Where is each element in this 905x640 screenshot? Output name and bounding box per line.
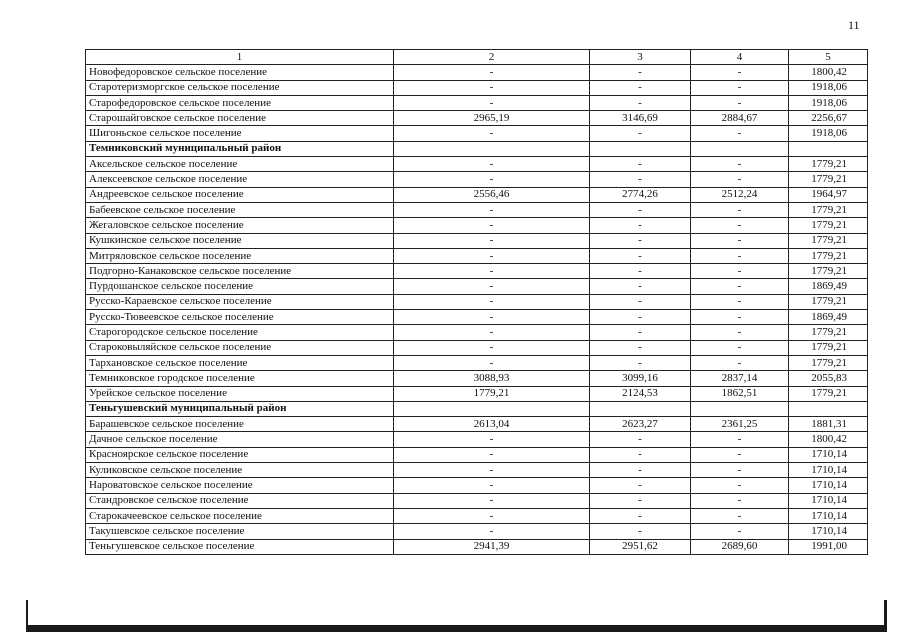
- value-cell-col3: 3146,69: [590, 111, 691, 126]
- settlement-name-cell: Бабеевское сельское поселение: [86, 202, 394, 217]
- table-row: [86, 310, 868, 325]
- value-cell-col2: -: [394, 157, 590, 172]
- value-cell-col4: [691, 141, 789, 156]
- settlement-name-cell: Тархановское сельское поселение: [86, 355, 394, 370]
- column-header: 3: [590, 50, 691, 65]
- value-cell-col3: -: [590, 65, 691, 80]
- settlement-name-cell: Старотеризморгское сельское поселение: [86, 80, 394, 95]
- scan-border-bottom: [26, 625, 886, 632]
- value-cell-col2: -: [394, 80, 590, 95]
- value-cell-col5: 1779,21: [789, 172, 868, 187]
- value-cell-col2: -: [394, 432, 590, 447]
- column-header: 2: [394, 50, 590, 65]
- table-row: [86, 294, 868, 309]
- value-cell-col2: -: [394, 95, 590, 110]
- value-cell-col4: 2837,14: [691, 371, 789, 386]
- value-cell-col4: -: [691, 310, 789, 325]
- value-cell-col2: -: [394, 202, 590, 217]
- value-cell-col5: 1779,21: [789, 157, 868, 172]
- column-header: 4: [691, 50, 789, 65]
- table-row: [86, 187, 868, 202]
- value-cell-col5: 1779,21: [789, 294, 868, 309]
- settlement-name-cell: Теньгушевское сельское поселение: [86, 539, 394, 554]
- value-cell-col4: -: [691, 264, 789, 279]
- settlement-name-cell: Старокачеевское сельское поселение: [86, 508, 394, 523]
- value-cell-col4: -: [691, 508, 789, 523]
- table-body: [86, 50, 868, 555]
- value-cell-col2: -: [394, 463, 590, 478]
- settlement-name-cell: Русско-Тювеевское сельское поселение: [86, 310, 394, 325]
- settlement-name-cell: Старогородское сельское поселение: [86, 325, 394, 340]
- value-cell-col4: -: [691, 202, 789, 217]
- value-cell-col2: -: [394, 264, 590, 279]
- table-row: [86, 371, 868, 386]
- value-cell-col5: 1779,21: [789, 248, 868, 263]
- value-cell-col4: -: [691, 80, 789, 95]
- column-header: 5: [789, 50, 868, 65]
- settlement-name-cell: Кушкинское сельское поселение: [86, 233, 394, 248]
- value-cell-col5: [789, 141, 868, 156]
- value-cell-col2: -: [394, 233, 590, 248]
- table-row: [86, 172, 868, 187]
- settlement-name-cell: Новофедоровское сельское поселение: [86, 65, 394, 80]
- value-cell-col5: 1779,21: [789, 233, 868, 248]
- table-row: [86, 218, 868, 233]
- value-cell-col3: -: [590, 310, 691, 325]
- settlement-name-cell: Митряловское сельское поселение: [86, 248, 394, 263]
- value-cell-col2: -: [394, 340, 590, 355]
- value-cell-col3: -: [590, 202, 691, 217]
- value-cell-col5: 1710,14: [789, 463, 868, 478]
- value-cell-col5: 1800,42: [789, 432, 868, 447]
- table-row: [86, 126, 868, 141]
- value-cell-col2: 2556,46: [394, 187, 590, 202]
- scan-border-left: [26, 600, 28, 630]
- value-cell-col5: 1779,21: [789, 386, 868, 401]
- settlement-name-cell: Староковыляйское сельское поселение: [86, 340, 394, 355]
- value-cell-col2: [394, 141, 590, 156]
- table-row: [86, 248, 868, 263]
- value-cell-col5: 1710,14: [789, 493, 868, 508]
- settlement-name-cell: Теньгушевский муниципальный район: [86, 401, 394, 416]
- table-row: [86, 355, 868, 370]
- value-cell-col5: 1800,42: [789, 65, 868, 80]
- value-cell-col2: -: [394, 248, 590, 263]
- value-cell-col3: -: [590, 493, 691, 508]
- value-cell-col3: -: [590, 463, 691, 478]
- value-cell-col2: -: [394, 218, 590, 233]
- table-row: [86, 524, 868, 539]
- value-cell-col3: 2124,53: [590, 386, 691, 401]
- value-cell-col4: [691, 401, 789, 416]
- value-cell-col4: -: [691, 172, 789, 187]
- value-cell-col4: -: [691, 157, 789, 172]
- value-cell-col4: -: [691, 325, 789, 340]
- value-cell-col5: 1881,31: [789, 417, 868, 432]
- value-cell-col3: -: [590, 294, 691, 309]
- table-row: [86, 202, 868, 217]
- table-row: [86, 233, 868, 248]
- settlement-name-cell: Темниковское городское поселение: [86, 371, 394, 386]
- value-cell-col2: -: [394, 325, 590, 340]
- value-cell-col3: 2951,62: [590, 539, 691, 554]
- value-cell-col3: -: [590, 508, 691, 523]
- value-cell-col4: -: [691, 478, 789, 493]
- value-cell-col3: -: [590, 325, 691, 340]
- value-cell-col4: -: [691, 279, 789, 294]
- table-row: [86, 80, 868, 95]
- table-row: [86, 478, 868, 493]
- value-cell-col5: 1779,21: [789, 218, 868, 233]
- value-cell-col5: 1869,49: [789, 279, 868, 294]
- settlement-name-cell: Подгорно-Канаковское сельское поселение: [86, 264, 394, 279]
- value-cell-col3: -: [590, 218, 691, 233]
- value-cell-col2: -: [394, 172, 590, 187]
- value-cell-col4: -: [691, 248, 789, 263]
- value-cell-col3: -: [590, 279, 691, 294]
- value-cell-col2: 3088,93: [394, 371, 590, 386]
- value-cell-col3: -: [590, 248, 691, 263]
- settlement-name-cell: Темниковский муниципальный район: [86, 141, 394, 156]
- settlement-name-cell: Барашевское сельское поселение: [86, 417, 394, 432]
- value-cell-col5: 1779,21: [789, 355, 868, 370]
- settlement-name-cell: Стандровское сельское поселение: [86, 493, 394, 508]
- table-row: [86, 386, 868, 401]
- column-header: 1: [86, 50, 394, 65]
- district-heading-row: [86, 141, 868, 156]
- value-cell-col3: -: [590, 355, 691, 370]
- value-cell-col5: 2055,83: [789, 371, 868, 386]
- value-cell-col4: -: [691, 65, 789, 80]
- value-cell-col4: 2361,25: [691, 417, 789, 432]
- value-cell-col2: 1779,21: [394, 386, 590, 401]
- table-row: [86, 417, 868, 432]
- value-cell-col3: 2623,27: [590, 417, 691, 432]
- value-cell-col4: 2512,24: [691, 187, 789, 202]
- value-cell-col3: -: [590, 524, 691, 539]
- settlement-name-cell: Жегаловское сельское поселение: [86, 218, 394, 233]
- value-cell-col5: 2256,67: [789, 111, 868, 126]
- value-cell-col2: -: [394, 493, 590, 508]
- settlement-name-cell: Нароватовское сельское поселение: [86, 478, 394, 493]
- value-cell-col4: 2689,60: [691, 539, 789, 554]
- value-cell-col4: -: [691, 524, 789, 539]
- value-cell-col2: -: [394, 294, 590, 309]
- value-cell-col2: -: [394, 508, 590, 523]
- value-cell-col5: [789, 401, 868, 416]
- value-cell-col4: -: [691, 447, 789, 462]
- value-cell-col2: 2941,39: [394, 539, 590, 554]
- value-cell-col2: -: [394, 355, 590, 370]
- value-cell-col3: -: [590, 172, 691, 187]
- value-cell-col3: [590, 141, 691, 156]
- value-cell-col2: -: [394, 478, 590, 493]
- table-row: [86, 279, 868, 294]
- value-cell-col2: 2613,04: [394, 417, 590, 432]
- value-cell-col3: -: [590, 157, 691, 172]
- value-cell-col5: 1869,49: [789, 310, 868, 325]
- value-cell-col3: -: [590, 264, 691, 279]
- value-cell-col5: 1779,21: [789, 340, 868, 355]
- table-row: [86, 539, 868, 554]
- table-row: [86, 508, 868, 523]
- value-cell-col5: 1918,06: [789, 80, 868, 95]
- value-cell-col5: 1710,14: [789, 508, 868, 523]
- value-cell-col5: 1964,97: [789, 187, 868, 202]
- table-row: [86, 111, 868, 126]
- value-cell-col3: [590, 401, 691, 416]
- scan-border-right: [884, 600, 887, 632]
- district-heading-row: [86, 401, 868, 416]
- table-row: [86, 325, 868, 340]
- value-cell-col3: -: [590, 233, 691, 248]
- value-cell-col2: -: [394, 524, 590, 539]
- value-cell-col3: -: [590, 432, 691, 447]
- value-cell-col4: -: [691, 95, 789, 110]
- settlement-name-cell: Старошайговское сельское поселение: [86, 111, 394, 126]
- value-cell-col4: -: [691, 355, 789, 370]
- page-number: 11: [848, 18, 860, 32]
- value-cell-col4: -: [691, 340, 789, 355]
- value-cell-col3: -: [590, 447, 691, 462]
- value-cell-col3: -: [590, 340, 691, 355]
- value-cell-col5: 1710,14: [789, 524, 868, 539]
- settlement-name-cell: Дачное сельское поселение: [86, 432, 394, 447]
- tariff-table: [85, 49, 868, 555]
- value-cell-col2: -: [394, 126, 590, 141]
- value-cell-col4: -: [691, 294, 789, 309]
- value-cell-col4: -: [691, 432, 789, 447]
- table-row: [86, 432, 868, 447]
- table-row: [86, 463, 868, 478]
- value-cell-col5: 1710,14: [789, 478, 868, 493]
- settlement-name-cell: Старофедоровское сельское поселение: [86, 95, 394, 110]
- settlement-name-cell: Русско-Караевское сельское поселение: [86, 294, 394, 309]
- value-cell-col5: 1710,14: [789, 447, 868, 462]
- value-cell-col3: -: [590, 126, 691, 141]
- value-cell-col2: -: [394, 65, 590, 80]
- value-cell-col2: [394, 401, 590, 416]
- value-cell-col2: -: [394, 447, 590, 462]
- value-cell-col4: -: [691, 218, 789, 233]
- settlement-name-cell: Пурдошанское сельское поселение: [86, 279, 394, 294]
- value-cell-col3: 3099,16: [590, 371, 691, 386]
- value-cell-col5: 1779,21: [789, 264, 868, 279]
- value-cell-col5: 1918,06: [789, 126, 868, 141]
- value-cell-col4: 2884,67: [691, 111, 789, 126]
- settlement-name-cell: Урейское сельское поселение: [86, 386, 394, 401]
- settlement-name-cell: Аксельское сельское поселение: [86, 157, 394, 172]
- settlement-name-cell: Алексеевское сельское поселение: [86, 172, 394, 187]
- table-row: [86, 65, 868, 80]
- value-cell-col2: -: [394, 279, 590, 294]
- table-row: [86, 493, 868, 508]
- value-cell-col5: 1991,00: [789, 539, 868, 554]
- value-cell-col2: 2965,19: [394, 111, 590, 126]
- table-row: [86, 340, 868, 355]
- value-cell-col4: -: [691, 233, 789, 248]
- settlement-name-cell: Шигоньское сельское поселение: [86, 126, 394, 141]
- settlement-name-cell: Такушевское сельское поселение: [86, 524, 394, 539]
- value-cell-col3: -: [590, 478, 691, 493]
- value-cell-col3: -: [590, 80, 691, 95]
- settlement-name-cell: Куликовское сельское поселение: [86, 463, 394, 478]
- value-cell-col5: 1779,21: [789, 325, 868, 340]
- value-cell-col4: -: [691, 126, 789, 141]
- value-cell-col4: -: [691, 493, 789, 508]
- table-row: [86, 157, 868, 172]
- settlement-name-cell: Андреевское сельское поселение: [86, 187, 394, 202]
- value-cell-col2: -: [394, 310, 590, 325]
- value-cell-col4: -: [691, 463, 789, 478]
- value-cell-col3: -: [590, 95, 691, 110]
- table-header-row: [86, 50, 868, 65]
- value-cell-col5: 1918,06: [789, 95, 868, 110]
- table-row: [86, 95, 868, 110]
- value-cell-col3: 2774,26: [590, 187, 691, 202]
- value-cell-col4: 1862,51: [691, 386, 789, 401]
- table-row: [86, 264, 868, 279]
- table-row: [86, 447, 868, 462]
- settlement-name-cell: Красноярское сельское поселение: [86, 447, 394, 462]
- value-cell-col5: 1779,21: [789, 202, 868, 217]
